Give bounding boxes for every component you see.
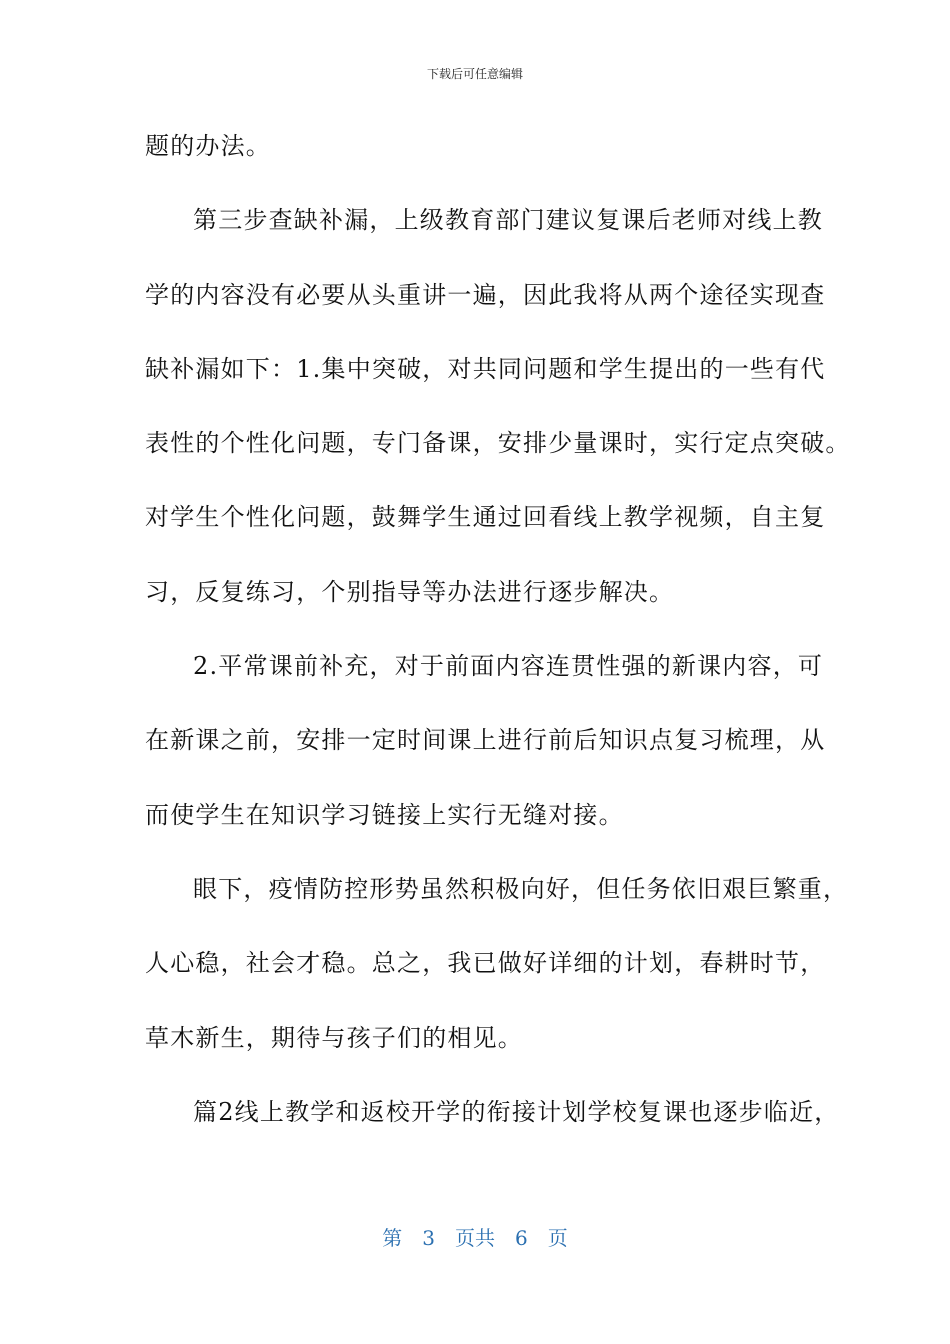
paragraph-line: 对学生个性化问题，鼓舞学生通过回看线上教学视频，自主复 [145, 503, 826, 532]
paragraph-line: 在新课之前，安排一定时间课上进行前后知识点复习梳理，从 [145, 726, 826, 755]
paragraph-line: 学的内容没有必要从头重讲一遍，因此我将从两个途径实现查 [145, 280, 826, 309]
paragraph-line: 草木新生，期待与孩子们的相见。 [145, 1023, 523, 1052]
paragraph-line: 人心稳，社会才稳。总之，我已做好详细的计划，春耕时节， [145, 949, 826, 978]
paragraph-line: 缺补漏如下：1.集中突破，对共同问题和学生提出的一些有代 [145, 354, 826, 383]
page-header: 下载后可任意编辑 [426, 67, 523, 81]
paragraph-line: 题的办法。 [145, 132, 271, 160]
paragraph-line: 表性的个性化问题，专门备课，安排少量课时，实行定点突破。 [145, 429, 851, 458]
paragraph-line: 而使学生在知识学习链接上实行无缝对接。 [145, 800, 624, 829]
paragraph-line: 第三步查缺补漏，上级教育部门建议复课后老师对线上教 [193, 206, 823, 235]
paragraph-line: 2.平常课前补充，对于前面内容连贯性强的新课内容，可 [193, 652, 824, 681]
page-number: 第 3 页共 6 页 [382, 1226, 568, 1250]
document-body [145, 124, 851, 1164]
paragraph-line: 眼下，疫情防控形势虽然积极向好，但任务依旧艰巨繁重， [193, 874, 849, 903]
paragraph-line: 习，反复练习，个别指导等办法进行逐步解决。 [145, 577, 675, 606]
paragraph-line: 篇2线上教学和返校开学的衔接计划学校复课也逐步临近， [193, 1097, 840, 1126]
